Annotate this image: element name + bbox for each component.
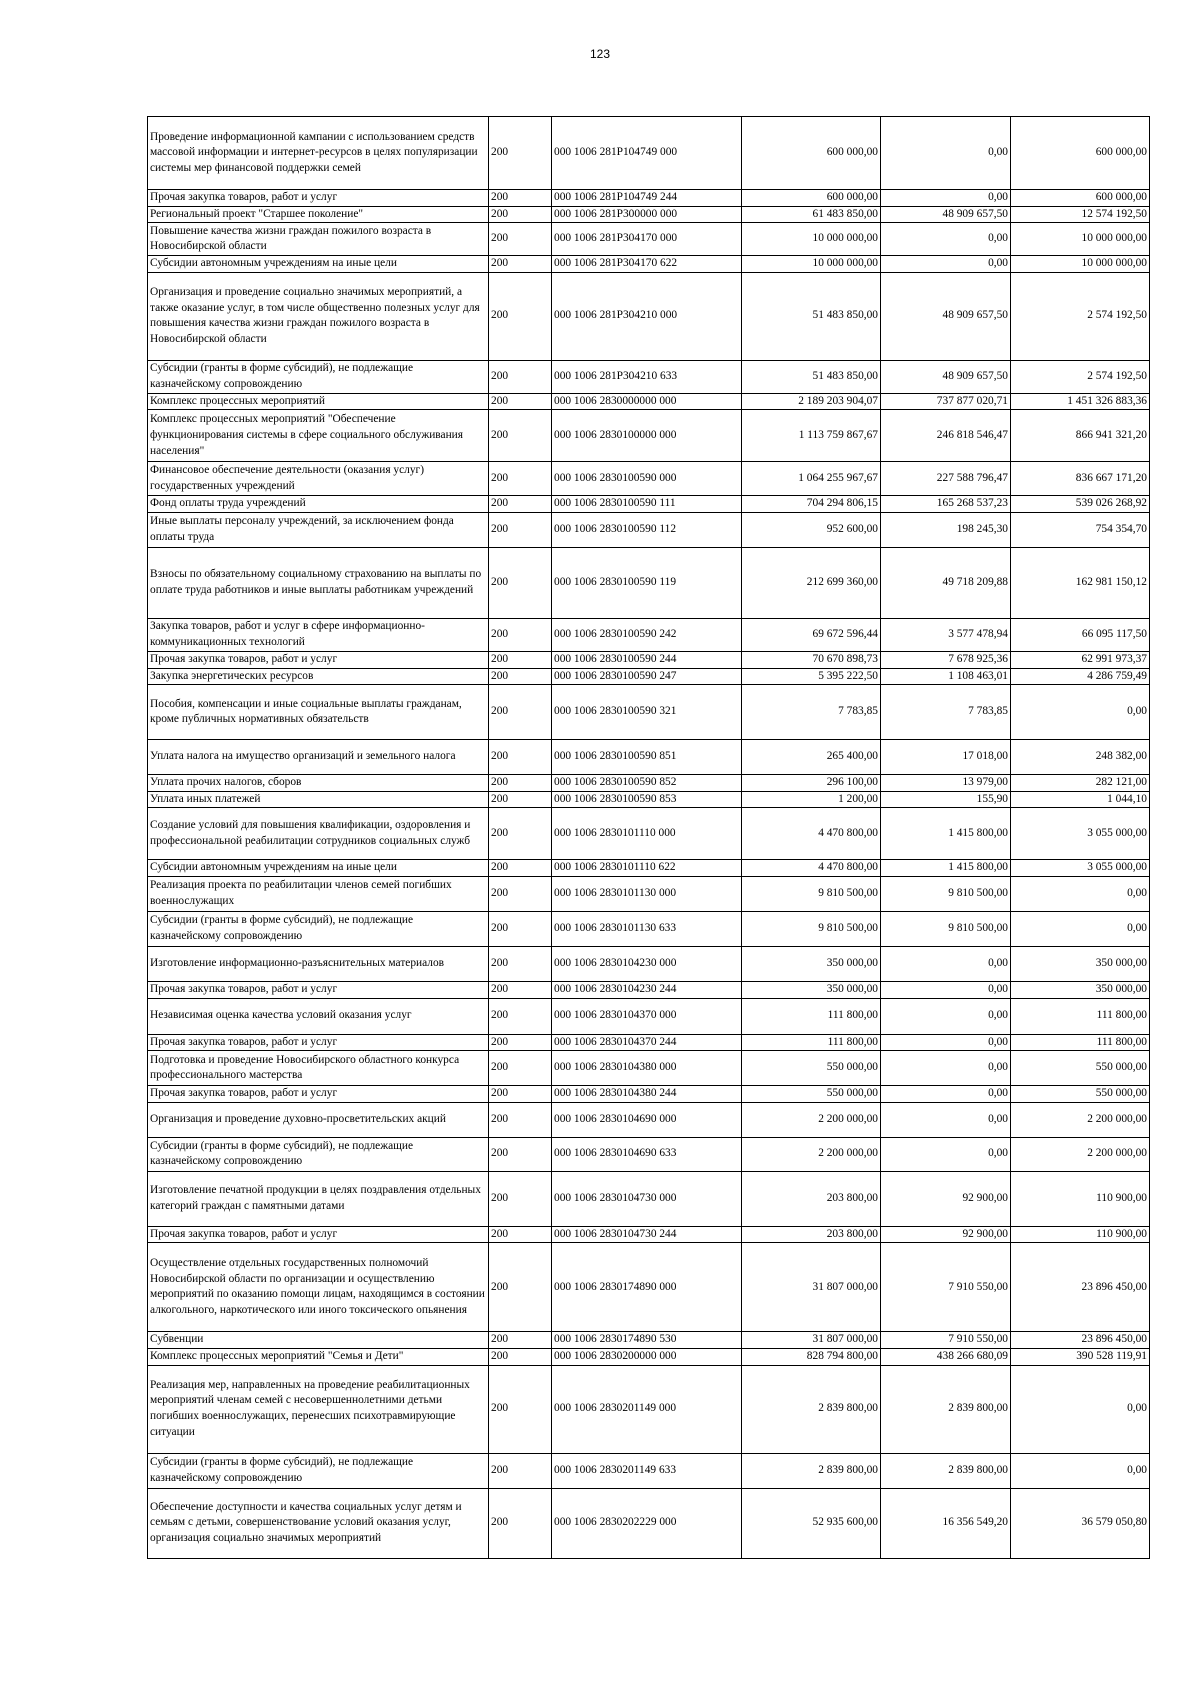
row-budget-code-cell: 000 1006 2830104370 244 xyxy=(552,1034,742,1051)
table-row xyxy=(148,1051,1150,1086)
row-name-cell: Субсидии (гранты в форме субсидий), не подлежащие казначейскому сопровождению xyxy=(148,1137,489,1171)
row-executed-amount-cell: 7 910 550,00 xyxy=(881,1243,1011,1332)
row-unexecuted-amount-cell: 0,00 xyxy=(1011,876,1150,911)
row-admin-code-cell: 200 xyxy=(489,1332,552,1349)
row-unexecuted-amount-cell: 0,00 xyxy=(1011,1365,1150,1453)
row-name-cell: Субвенции xyxy=(148,1332,489,1349)
row-unexecuted-amount-cell: 4 286 759,49 xyxy=(1011,668,1150,685)
row-executed-amount-cell: 2 839 800,00 xyxy=(881,1365,1011,1453)
row-approved-amount-cell: 70 670 898,73 xyxy=(742,651,881,668)
row-budget-code-cell: 000 1006 281P104749 000 xyxy=(552,117,742,190)
table-row xyxy=(148,1086,1150,1103)
row-name-cell: Прочая закупка товаров, работ и услуг xyxy=(148,981,489,998)
row-budget-code-cell: 000 1006 281P300000 000 xyxy=(552,206,742,223)
row-budget-code-cell: 000 1006 2830100590 853 xyxy=(552,791,742,808)
row-admin-code-cell: 200 xyxy=(489,1365,552,1453)
row-name-cell: Региональный проект "Старшее поколение" xyxy=(148,206,489,223)
row-unexecuted-amount-cell: 1 451 326 883,36 xyxy=(1011,393,1150,410)
table-row xyxy=(148,791,1150,808)
row-unexecuted-amount-cell: 162 981 150,12 xyxy=(1011,547,1150,618)
row-unexecuted-amount-cell: 282 121,00 xyxy=(1011,775,1150,792)
row-unexecuted-amount-cell: 550 000,00 xyxy=(1011,1051,1150,1086)
row-name-cell: Обеспечение доступности и качества социальных услуг детям и семьям с детьми, совершенствование условий оказания услуг, организация социально значимых мероприятий xyxy=(148,1488,489,1558)
table-row xyxy=(148,1332,1150,1349)
row-name-cell: Субсидии автономным учреждениям на иные цели xyxy=(148,860,489,877)
row-budget-code-cell: 000 1006 2830100590 247 xyxy=(552,668,742,685)
row-unexecuted-amount-cell: 3 055 000,00 xyxy=(1011,808,1150,860)
table-row xyxy=(148,1243,1150,1332)
row-approved-amount-cell: 9 810 500,00 xyxy=(742,876,881,911)
row-budget-code-cell: 000 1006 2830201149 000 xyxy=(552,1365,742,1453)
row-admin-code-cell: 200 xyxy=(489,547,552,618)
row-admin-code-cell: 200 xyxy=(489,393,552,410)
row-executed-amount-cell: 1 108 463,01 xyxy=(881,668,1011,685)
table-row xyxy=(148,1348,1150,1365)
row-approved-amount-cell: 350 000,00 xyxy=(742,981,881,998)
row-unexecuted-amount-cell: 110 900,00 xyxy=(1011,1226,1150,1243)
table-row xyxy=(148,547,1150,618)
row-admin-code-cell: 200 xyxy=(489,496,552,513)
row-unexecuted-amount-cell: 2 574 192,50 xyxy=(1011,272,1150,360)
row-unexecuted-amount-cell: 0,00 xyxy=(1011,685,1150,740)
row-budget-code-cell: 000 1006 2830104380 000 xyxy=(552,1051,742,1086)
table-row xyxy=(148,1453,1150,1488)
row-executed-amount-cell: 49 718 209,88 xyxy=(881,547,1011,618)
row-admin-code-cell: 200 xyxy=(489,911,552,946)
row-admin-code-cell: 200 xyxy=(489,410,552,462)
row-approved-amount-cell: 5 395 222,50 xyxy=(742,668,881,685)
row-unexecuted-amount-cell: 111 800,00 xyxy=(1011,1034,1150,1051)
row-budget-code-cell: 000 1006 2830104370 000 xyxy=(552,998,742,1034)
row-name-cell: Субсидии (гранты в форме субсидий), не подлежащие казначейскому сопровождению xyxy=(148,1453,489,1488)
row-approved-amount-cell: 350 000,00 xyxy=(742,946,881,981)
row-executed-amount-cell: 246 818 546,47 xyxy=(881,410,1011,462)
row-name-cell: Прочая закупка товаров, работ и услуг xyxy=(148,651,489,668)
row-name-cell: Субсидии (гранты в форме субсидий), не подлежащие казначейскому сопровождению xyxy=(148,360,489,393)
row-executed-amount-cell: 438 266 680,09 xyxy=(881,1348,1011,1365)
row-approved-amount-cell: 31 807 000,00 xyxy=(742,1243,881,1332)
table-row xyxy=(148,1102,1150,1137)
row-unexecuted-amount-cell: 600 000,00 xyxy=(1011,117,1150,190)
row-executed-amount-cell: 13 979,00 xyxy=(881,775,1011,792)
row-approved-amount-cell: 9 810 500,00 xyxy=(742,911,881,946)
row-executed-amount-cell: 0,00 xyxy=(881,223,1011,256)
row-unexecuted-amount-cell: 66 095 117,50 xyxy=(1011,618,1150,651)
row-unexecuted-amount-cell: 12 574 192,50 xyxy=(1011,206,1150,223)
row-admin-code-cell: 200 xyxy=(489,685,552,740)
row-approved-amount-cell: 1 200,00 xyxy=(742,791,881,808)
row-name-cell: Пособия, компенсации и иные социальные выплаты гражданам, кроме публичных нормативных обязательств xyxy=(148,685,489,740)
row-unexecuted-amount-cell: 1 044,10 xyxy=(1011,791,1150,808)
row-approved-amount-cell: 4 470 800,00 xyxy=(742,808,881,860)
row-unexecuted-amount-cell: 2 200 000,00 xyxy=(1011,1102,1150,1137)
row-name-cell: Субсидии автономным учреждениям на иные цели xyxy=(148,256,489,273)
row-admin-code-cell: 200 xyxy=(489,1226,552,1243)
row-executed-amount-cell: 0,00 xyxy=(881,946,1011,981)
table-row xyxy=(148,876,1150,911)
table-row xyxy=(148,1034,1150,1051)
row-unexecuted-amount-cell: 866 941 321,20 xyxy=(1011,410,1150,462)
row-unexecuted-amount-cell: 2 574 192,50 xyxy=(1011,360,1150,393)
row-unexecuted-amount-cell: 754 354,70 xyxy=(1011,512,1150,547)
row-approved-amount-cell: 4 470 800,00 xyxy=(742,860,881,877)
row-name-cell: Финансовое обеспечение деятельности (оказания услуг) государственных учреждений xyxy=(148,462,489,496)
row-budget-code-cell: 000 1006 2830201149 633 xyxy=(552,1453,742,1488)
row-executed-amount-cell: 1 415 800,00 xyxy=(881,860,1011,877)
row-approved-amount-cell: 69 672 596,44 xyxy=(742,618,881,651)
row-budget-code-cell: 000 1006 281P304170 622 xyxy=(552,256,742,273)
row-name-cell: Субсидии (гранты в форме субсидий), не подлежащие казначейскому сопровождению xyxy=(148,911,489,946)
row-admin-code-cell: 200 xyxy=(489,651,552,668)
row-approved-amount-cell: 61 483 850,00 xyxy=(742,206,881,223)
row-executed-amount-cell: 0,00 xyxy=(881,1086,1011,1103)
row-executed-amount-cell: 92 900,00 xyxy=(881,1171,1011,1226)
row-executed-amount-cell: 7 783,85 xyxy=(881,685,1011,740)
table-row xyxy=(148,462,1150,496)
row-name-cell: Организация и проведение социально значимых мероприятий, а также оказание услуг, в том числе общественно полезных услуг для повышения качества жизни граждан пожилого возраста в Новосибирской области xyxy=(148,272,489,360)
row-budget-code-cell: 000 1006 2830104730 244 xyxy=(552,1226,742,1243)
row-executed-amount-cell: 9 810 500,00 xyxy=(881,911,1011,946)
row-approved-amount-cell: 265 400,00 xyxy=(742,740,881,775)
row-budget-code-cell: 000 1006 2830104380 244 xyxy=(552,1086,742,1103)
row-approved-amount-cell: 212 699 360,00 xyxy=(742,547,881,618)
row-name-cell: Уплата иных платежей xyxy=(148,791,489,808)
row-budget-code-cell: 000 1006 2830200000 000 xyxy=(552,1348,742,1365)
table-row xyxy=(148,981,1150,998)
table-row xyxy=(148,223,1150,256)
row-unexecuted-amount-cell: 836 667 171,20 xyxy=(1011,462,1150,496)
row-executed-amount-cell: 48 909 657,50 xyxy=(881,206,1011,223)
table-row xyxy=(148,668,1150,685)
row-admin-code-cell: 200 xyxy=(489,808,552,860)
row-name-cell: Закупка энергетических ресурсов xyxy=(148,668,489,685)
row-name-cell: Закупка товаров, работ и услуг в сфере информационно-коммуникационных технологий xyxy=(148,618,489,651)
row-unexecuted-amount-cell: 62 991 973,37 xyxy=(1011,651,1150,668)
row-unexecuted-amount-cell: 550 000,00 xyxy=(1011,1086,1150,1103)
row-budget-code-cell: 000 1006 2830100590 321 xyxy=(552,685,742,740)
row-name-cell: Прочая закупка товаров, работ и услуг xyxy=(148,1034,489,1051)
row-executed-amount-cell: 2 839 800,00 xyxy=(881,1453,1011,1488)
row-executed-amount-cell: 155,90 xyxy=(881,791,1011,808)
row-admin-code-cell: 200 xyxy=(489,981,552,998)
row-executed-amount-cell: 0,00 xyxy=(881,1034,1011,1051)
row-executed-amount-cell: 48 909 657,50 xyxy=(881,272,1011,360)
row-budget-code-cell: 000 1006 2830104730 000 xyxy=(552,1171,742,1226)
row-name-cell: Комплекс процессных мероприятий "Обеспечение функционирования системы в сфере социального обслуживания населения" xyxy=(148,410,489,462)
row-approved-amount-cell: 10 000 000,00 xyxy=(742,256,881,273)
row-approved-amount-cell: 2 200 000,00 xyxy=(742,1137,881,1171)
row-approved-amount-cell: 52 935 600,00 xyxy=(742,1488,881,1558)
row-name-cell: Создание условий для повышения квалификации, оздоровления и профессиональной реабилитации сотрудников социальных служб xyxy=(148,808,489,860)
row-budget-code-cell: 000 1006 2830100590 119 xyxy=(552,547,742,618)
row-budget-code-cell: 000 1006 2830000000 000 xyxy=(552,393,742,410)
row-admin-code-cell: 200 xyxy=(489,1102,552,1137)
table-row xyxy=(148,1171,1150,1226)
table-row xyxy=(148,117,1150,190)
row-unexecuted-amount-cell: 36 579 050,80 xyxy=(1011,1488,1150,1558)
row-name-cell: Фонд оплаты труда учреждений xyxy=(148,496,489,513)
row-admin-code-cell: 200 xyxy=(489,1243,552,1332)
table-row xyxy=(148,860,1150,877)
row-budget-code-cell: 000 1006 2830100590 000 xyxy=(552,462,742,496)
row-name-cell: Уплата налога на имущество организаций и земельного налога xyxy=(148,740,489,775)
row-approved-amount-cell: 111 800,00 xyxy=(742,1034,881,1051)
row-admin-code-cell: 200 xyxy=(489,791,552,808)
row-name-cell: Изготовление печатной продукции в целях поздравления отдельных категорий граждан с памятными датами xyxy=(148,1171,489,1226)
row-executed-amount-cell: 3 577 478,94 xyxy=(881,618,1011,651)
row-approved-amount-cell: 7 783,85 xyxy=(742,685,881,740)
row-name-cell: Повышение качества жизни граждан пожилого возраста в Новосибирской области xyxy=(148,223,489,256)
row-budget-code-cell: 000 1006 2830100590 242 xyxy=(552,618,742,651)
row-name-cell: Иные выплаты персоналу учреждений, за исключением фонда оплаты труда xyxy=(148,512,489,547)
table-row xyxy=(148,256,1150,273)
row-admin-code-cell: 200 xyxy=(489,1453,552,1488)
row-executed-amount-cell: 0,00 xyxy=(881,190,1011,207)
row-name-cell: Независимая оценка качества условий оказания услуг xyxy=(148,998,489,1034)
row-budget-code-cell: 000 1006 281P104749 244 xyxy=(552,190,742,207)
row-budget-code-cell: 000 1006 2830202229 000 xyxy=(552,1488,742,1558)
row-approved-amount-cell: 2 200 000,00 xyxy=(742,1102,881,1137)
table-row xyxy=(148,685,1150,740)
row-executed-amount-cell: 7 678 925,36 xyxy=(881,651,1011,668)
row-approved-amount-cell: 828 794 800,00 xyxy=(742,1348,881,1365)
table-row xyxy=(148,393,1150,410)
row-admin-code-cell: 200 xyxy=(489,117,552,190)
row-executed-amount-cell: 227 588 796,47 xyxy=(881,462,1011,496)
row-name-cell: Прочая закупка товаров, работ и услуг xyxy=(148,190,489,207)
row-admin-code-cell: 200 xyxy=(489,190,552,207)
row-budget-code-cell: 000 1006 2830100590 112 xyxy=(552,512,742,547)
table-row xyxy=(148,190,1150,207)
row-approved-amount-cell: 600 000,00 xyxy=(742,190,881,207)
table-row xyxy=(148,1365,1150,1453)
row-budget-code-cell: 000 1006 2830100590 244 xyxy=(552,651,742,668)
row-admin-code-cell: 200 xyxy=(489,1086,552,1103)
row-unexecuted-amount-cell: 2 200 000,00 xyxy=(1011,1137,1150,1171)
row-admin-code-cell: 200 xyxy=(489,775,552,792)
row-executed-amount-cell: 165 268 537,23 xyxy=(881,496,1011,513)
row-approved-amount-cell: 952 600,00 xyxy=(742,512,881,547)
row-budget-code-cell: 000 1006 2830104690 633 xyxy=(552,1137,742,1171)
row-admin-code-cell: 200 xyxy=(489,946,552,981)
row-approved-amount-cell: 1 064 255 967,67 xyxy=(742,462,881,496)
row-admin-code-cell: 200 xyxy=(489,1051,552,1086)
table-row xyxy=(148,410,1150,462)
row-admin-code-cell: 200 xyxy=(489,223,552,256)
row-name-cell: Комплекс процессных мероприятий "Семья и Дети" xyxy=(148,1348,489,1365)
row-executed-amount-cell: 0,00 xyxy=(881,1051,1011,1086)
row-name-cell: Реализация проекта по реабилитации членов семей погибших военнослужащих xyxy=(148,876,489,911)
table-row xyxy=(148,651,1150,668)
row-admin-code-cell: 200 xyxy=(489,1171,552,1226)
row-executed-amount-cell: 9 810 500,00 xyxy=(881,876,1011,911)
row-unexecuted-amount-cell: 0,00 xyxy=(1011,911,1150,946)
row-unexecuted-amount-cell: 390 528 119,91 xyxy=(1011,1348,1150,1365)
row-budget-code-cell: 000 1006 281P304210 000 xyxy=(552,272,742,360)
row-admin-code-cell: 200 xyxy=(489,1137,552,1171)
row-admin-code-cell: 200 xyxy=(489,206,552,223)
table-row xyxy=(148,775,1150,792)
row-budget-code-cell: 000 1006 2830174890 000 xyxy=(552,1243,742,1332)
row-unexecuted-amount-cell: 350 000,00 xyxy=(1011,981,1150,998)
table-row xyxy=(148,1226,1150,1243)
table-row xyxy=(148,360,1150,393)
row-executed-amount-cell: 7 910 550,00 xyxy=(881,1332,1011,1349)
row-name-cell: Организация и проведение духовно-просветительских акций xyxy=(148,1102,489,1137)
row-budget-code-cell: 000 1006 2830174890 530 xyxy=(552,1332,742,1349)
row-budget-code-cell: 000 1006 2830101110 000 xyxy=(552,808,742,860)
row-unexecuted-amount-cell: 600 000,00 xyxy=(1011,190,1150,207)
row-unexecuted-amount-cell: 10 000 000,00 xyxy=(1011,223,1150,256)
row-executed-amount-cell: 0,00 xyxy=(881,1102,1011,1137)
row-approved-amount-cell: 296 100,00 xyxy=(742,775,881,792)
row-approved-amount-cell: 203 800,00 xyxy=(742,1171,881,1226)
row-budget-code-cell: 000 1006 2830100000 000 xyxy=(552,410,742,462)
table-row xyxy=(148,512,1150,547)
table-row xyxy=(148,808,1150,860)
row-unexecuted-amount-cell: 23 896 450,00 xyxy=(1011,1243,1150,1332)
row-admin-code-cell: 200 xyxy=(489,1348,552,1365)
row-unexecuted-amount-cell: 0,00 xyxy=(1011,1453,1150,1488)
row-admin-code-cell: 200 xyxy=(489,618,552,651)
row-unexecuted-amount-cell: 10 000 000,00 xyxy=(1011,256,1150,273)
table-row xyxy=(148,272,1150,360)
row-budget-code-cell: 000 1006 2830101130 633 xyxy=(552,911,742,946)
row-unexecuted-amount-cell: 248 382,00 xyxy=(1011,740,1150,775)
row-admin-code-cell: 200 xyxy=(489,1488,552,1558)
row-executed-amount-cell: 1 415 800,00 xyxy=(881,808,1011,860)
row-budget-code-cell: 000 1006 2830104230 000 xyxy=(552,946,742,981)
row-budget-code-cell: 000 1006 2830101130 000 xyxy=(552,876,742,911)
row-admin-code-cell: 200 xyxy=(489,668,552,685)
row-approved-amount-cell: 10 000 000,00 xyxy=(742,223,881,256)
row-budget-code-cell: 000 1006 2830100590 852 xyxy=(552,775,742,792)
row-executed-amount-cell: 0,00 xyxy=(881,998,1011,1034)
row-budget-code-cell: 000 1006 2830101110 622 xyxy=(552,860,742,877)
row-executed-amount-cell: 92 900,00 xyxy=(881,1226,1011,1243)
budget-table xyxy=(147,116,1150,1559)
row-name-cell: Прочая закупка товаров, работ и услуг xyxy=(148,1086,489,1103)
row-approved-amount-cell: 2 189 203 904,07 xyxy=(742,393,881,410)
row-executed-amount-cell: 198 245,30 xyxy=(881,512,1011,547)
row-unexecuted-amount-cell: 111 800,00 xyxy=(1011,998,1150,1034)
row-approved-amount-cell: 31 807 000,00 xyxy=(742,1332,881,1349)
row-approved-amount-cell: 704 294 806,15 xyxy=(742,496,881,513)
row-budget-code-cell: 000 1006 2830100590 851 xyxy=(552,740,742,775)
row-executed-amount-cell: 0,00 xyxy=(881,1137,1011,1171)
row-admin-code-cell: 200 xyxy=(489,876,552,911)
row-admin-code-cell: 200 xyxy=(489,462,552,496)
row-budget-code-cell: 000 1006 281P304210 633 xyxy=(552,360,742,393)
row-unexecuted-amount-cell: 110 900,00 xyxy=(1011,1171,1150,1226)
row-budget-code-cell: 000 1006 281P304170 000 xyxy=(552,223,742,256)
table-row xyxy=(148,946,1150,981)
row-admin-code-cell: 200 xyxy=(489,360,552,393)
row-approved-amount-cell: 203 800,00 xyxy=(742,1226,881,1243)
row-name-cell: Уплата прочих налогов, сборов xyxy=(148,775,489,792)
row-approved-amount-cell: 111 800,00 xyxy=(742,998,881,1034)
row-executed-amount-cell: 48 909 657,50 xyxy=(881,360,1011,393)
table-row xyxy=(148,618,1150,651)
row-admin-code-cell: 200 xyxy=(489,740,552,775)
row-approved-amount-cell: 2 839 800,00 xyxy=(742,1365,881,1453)
row-budget-code-cell: 000 1006 2830104230 244 xyxy=(552,981,742,998)
row-budget-code-cell: 000 1006 2830104690 000 xyxy=(552,1102,742,1137)
row-executed-amount-cell: 0,00 xyxy=(881,117,1011,190)
table-row xyxy=(148,740,1150,775)
row-approved-amount-cell: 600 000,00 xyxy=(742,117,881,190)
row-unexecuted-amount-cell: 23 896 450,00 xyxy=(1011,1332,1150,1349)
row-admin-code-cell: 200 xyxy=(489,860,552,877)
table-body xyxy=(148,117,1150,1559)
table-row xyxy=(148,206,1150,223)
table-row xyxy=(148,1488,1150,1558)
row-approved-amount-cell: 550 000,00 xyxy=(742,1086,881,1103)
table-row xyxy=(148,496,1150,513)
row-executed-amount-cell: 0,00 xyxy=(881,256,1011,273)
row-approved-amount-cell: 2 839 800,00 xyxy=(742,1453,881,1488)
row-executed-amount-cell: 17 018,00 xyxy=(881,740,1011,775)
row-approved-amount-cell: 51 483 850,00 xyxy=(742,272,881,360)
row-name-cell: Комплекс процессных мероприятий xyxy=(148,393,489,410)
row-executed-amount-cell: 0,00 xyxy=(881,981,1011,998)
row-unexecuted-amount-cell: 3 055 000,00 xyxy=(1011,860,1150,877)
table-row xyxy=(148,998,1150,1034)
row-executed-amount-cell: 16 356 549,20 xyxy=(881,1488,1011,1558)
row-admin-code-cell: 200 xyxy=(489,272,552,360)
table-row xyxy=(148,911,1150,946)
row-name-cell: Реализация мер, направленных на проведение реабилитационных мероприятий членам семей с несовершеннолетними детьми погибших военнослужащих, перенесших психотравмирующие ситуации xyxy=(148,1365,489,1453)
page-number: 123 xyxy=(589,47,611,61)
row-name-cell: Взносы по обязательному социальному страхованию на выплаты по оплате труда работников и иные выплаты работникам учреждений xyxy=(148,547,489,618)
row-admin-code-cell: 200 xyxy=(489,512,552,547)
row-admin-code-cell: 200 xyxy=(489,998,552,1034)
table-row xyxy=(148,1137,1150,1171)
row-name-cell: Подготовка и проведение Новосибирского областного конкурса профессионального мастерства xyxy=(148,1051,489,1086)
row-name-cell: Изготовление информационно-разъяснительных материалов xyxy=(148,946,489,981)
row-name-cell: Осуществление отдельных государственных полномочий Новосибирской области по организации и осуществлению мероприятий по оказанию помощи лицам, находящимся в состоянии алкогольного, наркотического или иного токсического опьянения xyxy=(148,1243,489,1332)
row-approved-amount-cell: 550 000,00 xyxy=(742,1051,881,1086)
row-admin-code-cell: 200 xyxy=(489,1034,552,1051)
row-name-cell: Проведение информационной кампании с использованием средств массовой информации и интернет-ресурсов в целях популяризации системы мер финансовой поддержки семей xyxy=(148,117,489,190)
row-name-cell: Прочая закупка товаров, работ и услуг xyxy=(148,1226,489,1243)
row-executed-amount-cell: 737 877 020,71 xyxy=(881,393,1011,410)
row-unexecuted-amount-cell: 539 026 268,92 xyxy=(1011,496,1150,513)
row-approved-amount-cell: 1 113 759 867,67 xyxy=(742,410,881,462)
row-approved-amount-cell: 51 483 850,00 xyxy=(742,360,881,393)
row-admin-code-cell: 200 xyxy=(489,256,552,273)
row-unexecuted-amount-cell: 350 000,00 xyxy=(1011,946,1150,981)
row-budget-code-cell: 000 1006 2830100590 111 xyxy=(552,496,742,513)
